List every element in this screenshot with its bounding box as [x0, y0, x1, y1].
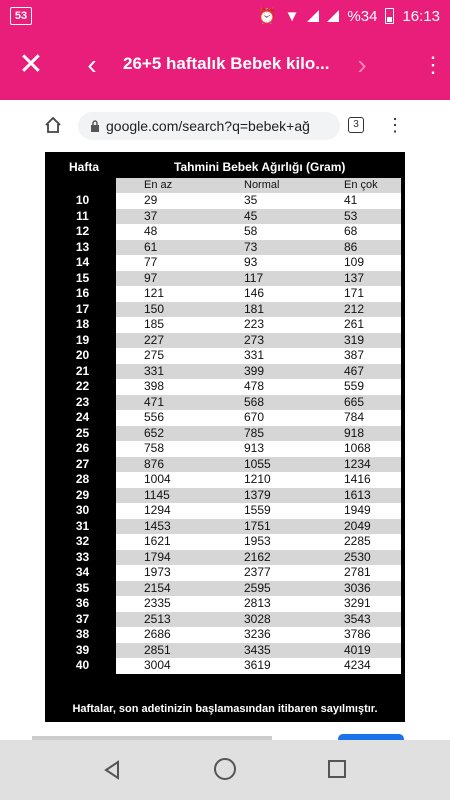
week-cell: 39 [49, 643, 116, 659]
max-cell: 86 [344, 239, 358, 254]
week-cell: 21 [49, 364, 116, 380]
value-cells [116, 503, 401, 519]
week-cell: 18 [49, 317, 116, 333]
max-cell: 2285 [344, 534, 371, 548]
min-cell: 1794 [144, 549, 171, 564]
value-cells [116, 565, 401, 581]
normal-cell: 3028 [244, 611, 271, 626]
value-cells [116, 271, 401, 287]
normal-cell: 35 [244, 193, 258, 207]
max-cell: 3786 [344, 627, 371, 641]
table-body [49, 193, 401, 674]
table-row [49, 441, 401, 457]
table-row [49, 348, 401, 364]
min-cell: 1294 [144, 503, 171, 517]
week-cell: 23 [49, 395, 116, 411]
max-cell: 1613 [344, 487, 371, 502]
max-cell: 918 [344, 425, 365, 440]
normal-cell: 1210 [244, 472, 271, 486]
more-options-icon[interactable]: ⋮ [422, 52, 444, 77]
value-cells [116, 472, 401, 488]
min-cell: 1973 [144, 565, 171, 579]
min-cell: 2335 [144, 596, 171, 610]
min-cell: 97 [144, 270, 158, 285]
min-cell: 652 [144, 425, 165, 440]
week-cell: 24 [49, 410, 116, 426]
max-cell: 1949 [344, 503, 371, 517]
wifi-icon: ▼ [284, 7, 300, 25]
signal-icon-2 [327, 10, 339, 22]
normal-cell: 2813 [244, 596, 271, 610]
nav-recents-icon[interactable] [328, 760, 346, 778]
weight-table [45, 152, 405, 722]
normal-cell: 3435 [244, 642, 271, 657]
table-row [49, 426, 401, 442]
max-header: En çok [344, 179, 378, 191]
normal-cell: 273 [244, 332, 265, 347]
normal-cell: 2595 [244, 580, 271, 595]
min-cell: 2513 [144, 611, 171, 626]
battery-icon [385, 8, 394, 24]
value-cells [116, 286, 401, 302]
table-row [49, 271, 401, 287]
max-cell: 68 [344, 224, 358, 238]
max-cell: 3291 [344, 596, 371, 610]
table-row [49, 658, 401, 674]
min-cell: 227 [144, 332, 165, 347]
week-cell: 11 [49, 209, 116, 225]
table-row [49, 193, 401, 209]
min-cell: 121 [144, 286, 165, 300]
normal-cell: 478 [244, 379, 265, 393]
app-bar [0, 32, 450, 100]
max-cell: 109 [344, 255, 365, 269]
value-cells [116, 534, 401, 550]
page-title: 26+5 haftalık Bebek kilo... [123, 54, 330, 73]
min-header: En az [144, 179, 173, 191]
table-footnote: Haftalar, son adetinizin başlamasından itibaren sayılmıştır. [72, 703, 378, 715]
week-cell: 33 [49, 550, 116, 566]
value-cells [116, 317, 401, 333]
min-cell: 3004 [144, 658, 171, 672]
status-bar [0, 0, 450, 32]
value-cells [116, 348, 401, 364]
table-row [49, 612, 401, 628]
min-cell: 1145 [144, 487, 170, 502]
min-cell: 275 [144, 348, 165, 362]
week-cell: 29 [49, 488, 116, 504]
max-cell: 1068 [344, 441, 371, 455]
max-cell: 171 [344, 286, 365, 300]
table-row [49, 472, 401, 488]
max-cell: 2781 [344, 565, 371, 579]
week-cell: 36 [49, 596, 116, 612]
table-row [49, 286, 401, 302]
max-cell: 3543 [344, 611, 371, 626]
week-cell: 32 [49, 534, 116, 550]
week-cell: 19 [49, 333, 116, 349]
value-cells [116, 379, 401, 395]
table-row [49, 224, 401, 240]
signal-icon [307, 10, 319, 22]
week-cell: 31 [49, 519, 116, 535]
max-cell: 319 [344, 332, 365, 347]
home-icon[interactable] [44, 116, 62, 134]
value-cells [116, 302, 401, 318]
normal-cell: 1559 [244, 503, 271, 517]
nav-back-icon[interactable] [100, 758, 124, 782]
normal-cell: 3236 [244, 627, 271, 641]
max-cell: 261 [344, 317, 365, 331]
min-cell: 48 [144, 224, 158, 238]
min-cell: 758 [144, 441, 165, 455]
browser-toolbar [28, 100, 420, 150]
table-row [49, 410, 401, 426]
min-cell: 2686 [144, 627, 171, 641]
table-row [49, 503, 401, 519]
week-cell: 14 [49, 255, 116, 271]
max-cell: 1416 [344, 472, 371, 486]
max-cell: 137 [344, 270, 365, 285]
week-header: Hafta [69, 160, 100, 174]
clock: 16:13 [402, 7, 440, 25]
normal-cell: 58 [244, 224, 258, 238]
image-preview [28, 100, 420, 740]
value-cells [116, 333, 401, 349]
max-cell: 559 [344, 379, 365, 393]
table-row [49, 317, 401, 333]
week-cell: 37 [49, 612, 116, 628]
week-cell: 16 [49, 286, 116, 302]
value-cells [116, 224, 401, 240]
table-row [49, 457, 401, 473]
table-row [49, 395, 401, 411]
max-cell: 467 [344, 363, 365, 378]
nav-home-icon[interactable] [214, 758, 236, 780]
max-cell: 212 [344, 301, 365, 316]
week-cell: 17 [49, 302, 116, 318]
table-row [49, 255, 401, 271]
url-text: google.com/search?q=bebek+ağ [106, 118, 310, 134]
min-cell: 331 [144, 363, 165, 378]
normal-cell: 2377 [244, 565, 271, 579]
min-cell: 185 [144, 317, 165, 331]
normal-cell: 3619 [244, 658, 271, 672]
week-cell: 28 [49, 472, 116, 488]
value-cells [116, 457, 401, 473]
table-row [49, 488, 401, 504]
max-cell: 387 [344, 348, 365, 362]
table-row [49, 627, 401, 643]
forward-icon[interactable]: › [357, 49, 367, 80]
min-cell: 1453 [144, 518, 171, 533]
min-cell: 29 [144, 193, 158, 207]
normal-cell: 73 [244, 239, 258, 254]
max-cell: 3036 [344, 580, 371, 595]
week-cell: 20 [49, 348, 116, 364]
normal-cell: 399 [244, 363, 265, 378]
value-cells [116, 410, 401, 426]
normal-cell: 331 [244, 348, 265, 362]
week-cell: 40 [49, 658, 116, 674]
system-nav-bar [0, 740, 450, 800]
normal-cell: 93 [244, 255, 258, 269]
min-cell: 2154 [144, 580, 171, 595]
min-cell: 471 [144, 394, 165, 409]
normal-cell: 785 [244, 425, 265, 440]
notification-badge: 53 [10, 7, 32, 25]
min-cell: 876 [144, 456, 165, 471]
tabs-icon[interactable]: 3 [348, 117, 364, 133]
value-cells [116, 643, 401, 659]
value-cells [116, 426, 401, 442]
week-cell: 35 [49, 581, 116, 597]
normal-cell: 670 [244, 410, 265, 424]
table-row [49, 302, 401, 318]
week-cell: 26 [49, 441, 116, 457]
status-icons [258, 6, 440, 26]
below-content [28, 730, 420, 740]
value-cells [116, 395, 401, 411]
normal-cell: 223 [244, 317, 265, 331]
week-cell: 10 [49, 193, 116, 209]
max-cell: 4019 [344, 642, 371, 657]
max-cell: 53 [344, 208, 358, 223]
back-icon[interactable]: ‹ [87, 49, 97, 80]
min-cell: 398 [144, 379, 165, 393]
min-cell: 77 [144, 255, 158, 269]
min-cell: 150 [144, 301, 165, 316]
max-cell: 41 [344, 193, 358, 207]
table-row [49, 364, 401, 380]
table-header [49, 156, 401, 178]
normal-cell: 181 [244, 301, 265, 316]
weight-header: Tahmini Bebek Ağırlığı (Gram) [174, 160, 346, 174]
value-cells [116, 209, 401, 225]
table-row [49, 565, 401, 581]
normal-cell: 913 [244, 441, 265, 455]
max-cell: 2049 [344, 518, 371, 533]
value-cells [116, 581, 401, 597]
value-cells [116, 240, 401, 256]
max-cell: 2530 [344, 549, 371, 564]
value-cells [116, 519, 401, 535]
value-cells [116, 627, 401, 643]
normal-cell: 1751 [244, 518, 271, 533]
week-cell: 15 [49, 271, 116, 287]
value-cells [116, 364, 401, 380]
battery-percent: %34 [347, 7, 378, 25]
table-row [49, 596, 401, 612]
normal-cell: 1953 [244, 534, 271, 548]
normal-cell: 2162 [244, 549, 271, 564]
value-cells [116, 193, 401, 209]
min-cell: 1621 [144, 534, 171, 548]
week-cell: 38 [49, 627, 116, 643]
normal-cell: 1055 [244, 456, 271, 471]
table-row [49, 379, 401, 395]
min-cell: 37 [144, 208, 158, 223]
week-cell: 34 [49, 565, 116, 581]
week-cell: 13 [49, 240, 116, 256]
value-cells [116, 255, 401, 271]
table-row [49, 643, 401, 659]
value-cells [116, 550, 401, 566]
value-cells [116, 658, 401, 674]
normal-header: Normal [244, 179, 280, 191]
normal-cell: 568 [244, 394, 265, 409]
min-cell: 2851 [144, 642, 171, 657]
min-cell: 556 [144, 410, 165, 424]
normal-cell: 117 [244, 270, 264, 285]
week-cell: 12 [49, 224, 116, 240]
close-icon[interactable]: ✕ [18, 48, 44, 81]
max-cell: 665 [344, 394, 365, 409]
max-cell: 784 [344, 410, 365, 424]
browser-menu-icon[interactable]: ⋮ [386, 115, 404, 135]
address-bar[interactable] [78, 112, 340, 140]
max-cell: 4234 [344, 658, 371, 672]
sub-header-row [116, 178, 401, 193]
normal-cell: 45 [244, 208, 258, 223]
lock-icon [90, 120, 100, 132]
table-row [49, 240, 401, 256]
table-row [49, 550, 401, 566]
table-row [49, 519, 401, 535]
min-cell: 61 [144, 239, 158, 254]
table-row [49, 581, 401, 597]
value-cells [116, 441, 401, 457]
max-cell: 1234 [344, 456, 371, 471]
alarm-icon: ⏰ [257, 8, 277, 25]
table-row [49, 209, 401, 225]
normal-cell: 1379 [244, 487, 271, 502]
week-cell: 27 [49, 457, 116, 473]
week-cell: 30 [49, 503, 116, 519]
table-row [49, 333, 401, 349]
min-cell: 1004 [144, 472, 171, 486]
value-cells [116, 596, 401, 612]
value-cells [116, 488, 401, 504]
week-cell: 25 [49, 426, 116, 442]
week-cell: 22 [49, 379, 116, 395]
value-cells [116, 612, 401, 628]
normal-cell: 146 [244, 286, 265, 300]
table-row [49, 534, 401, 550]
